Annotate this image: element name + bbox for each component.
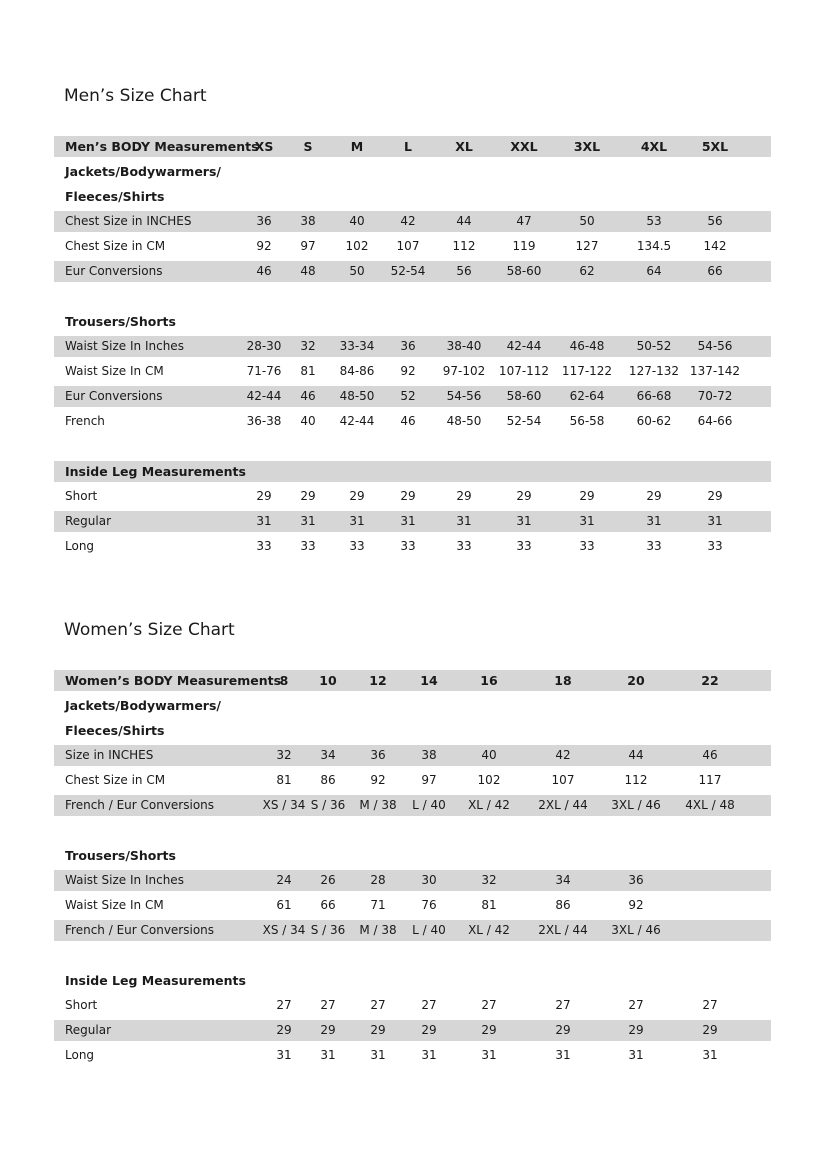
table-cell: 31 [646, 514, 662, 528]
table-cell: 38-40 [446, 339, 482, 353]
table-cell: 97 [421, 773, 437, 787]
table-cell: 107 [396, 239, 420, 253]
table-row [54, 386, 771, 407]
section-spacer [54, 286, 771, 307]
size-column-header: 10 [319, 673, 337, 688]
table-cell: 97 [300, 239, 316, 253]
table-cell: 107 [551, 773, 575, 787]
size-column-header: 14 [420, 673, 438, 688]
row-label: Chest Size in INCHES [65, 214, 192, 228]
table-cell: 46 [300, 389, 316, 403]
row-label: French / Eur Conversions [65, 923, 215, 937]
table-cell: 28 [370, 873, 386, 887]
table-cell: 112 [452, 239, 476, 253]
size-column-header: 22 [701, 673, 719, 688]
section-title: Trousers/Shorts [65, 314, 176, 329]
table-row [54, 995, 771, 1016]
size-column-header: XS [254, 139, 274, 154]
table-cell: 42 [555, 748, 571, 762]
table-cell: 36 [400, 339, 416, 353]
section-title-inside-leg [54, 970, 771, 991]
section-title-trousers [54, 311, 771, 332]
table-cell: 33 [707, 539, 723, 553]
row-label: Regular [65, 1023, 112, 1037]
row-label: French / Eur Conversions [65, 798, 215, 812]
table-cell: 71 [370, 898, 386, 912]
table-cell: 32 [481, 873, 497, 887]
size-column-header: M [350, 139, 364, 154]
row-label: Eur Conversions [65, 264, 163, 278]
table-row [54, 211, 771, 232]
size-column-header: 12 [369, 673, 387, 688]
table-cell: 40 [300, 414, 316, 428]
table-cell: 117 [698, 773, 722, 787]
table-cell: M / 38 [359, 798, 397, 812]
section-title: Jackets/Bodywarmers/ [65, 698, 221, 713]
table-cell: L / 40 [412, 923, 446, 937]
table-cell: 56 [456, 264, 472, 278]
table-cell: M / 38 [359, 923, 397, 937]
table-cell: 33 [256, 539, 272, 553]
table-cell: 29 [555, 1023, 571, 1037]
table-row [54, 261, 771, 282]
table-row [54, 770, 771, 791]
table-cell: 46 [400, 414, 416, 428]
table-cell: 107-112 [498, 364, 550, 378]
table-cell: 29 [370, 1023, 386, 1037]
table-cell: 31 [628, 1048, 644, 1062]
table-cell: 31 [370, 1048, 386, 1062]
table-cell: 86 [320, 773, 336, 787]
table-cell: 44 [628, 748, 644, 762]
size-column-header: 4XL [640, 139, 668, 154]
table-cell: 102 [345, 239, 369, 253]
table-cell: XL / 42 [468, 923, 510, 937]
table-row [54, 236, 771, 257]
table-cell: 50 [579, 214, 595, 228]
table-cell: 31 [702, 1048, 718, 1062]
table-cell: 29 [628, 1023, 644, 1037]
table-header-row [54, 670, 771, 691]
table-row [54, 920, 771, 941]
section-title-fleeces [54, 720, 771, 741]
table-cell: 61 [276, 898, 292, 912]
table-cell: S / 36 [310, 923, 346, 937]
table-cell: 29 [702, 1023, 718, 1037]
table-cell: 31 [579, 514, 595, 528]
table-cell: 92 [256, 239, 272, 253]
table-cell: 71-76 [246, 364, 282, 378]
table-cell: 38 [421, 748, 437, 762]
table-cell: 3XL / 46 [611, 923, 661, 937]
mens-size-table [54, 136, 771, 561]
size-column-header: 5XL [701, 139, 729, 154]
table-row [54, 1045, 771, 1066]
table-cell: 33 [400, 539, 416, 553]
table-cell: 92 [628, 898, 644, 912]
section-title-trousers [54, 845, 771, 866]
section-title-jackets [54, 161, 771, 182]
table-cell: 34 [320, 748, 336, 762]
table-cell: 34 [555, 873, 571, 887]
table-cell: 36 [370, 748, 386, 762]
row-label: Long [65, 1048, 95, 1062]
table-cell: 50-52 [636, 339, 672, 353]
table-cell: 33-34 [339, 339, 375, 353]
row-label: Regular [65, 514, 112, 528]
size-column-header: 18 [554, 673, 572, 688]
table-cell: 29 [320, 1023, 336, 1037]
table-cell: 27 [481, 998, 497, 1012]
size-column-header: 3XL [573, 139, 601, 154]
section-title-fleeces [54, 186, 771, 207]
table-cell: 27 [421, 998, 437, 1012]
table-row [54, 336, 771, 357]
table-cell: 31 [456, 514, 472, 528]
table-cell: 33 [456, 539, 472, 553]
table-cell: 44 [456, 214, 472, 228]
table-cell: 31 [349, 514, 365, 528]
table-cell: 40 [349, 214, 365, 228]
table-cell: 31 [516, 514, 532, 528]
table-cell: 127 [575, 239, 599, 253]
section-spacer [54, 945, 771, 966]
table-cell: 2XL / 44 [538, 923, 588, 937]
table-cell: XS / 34 [262, 798, 306, 812]
womens-size-table [54, 670, 771, 1070]
size-column-header: XXL [510, 139, 538, 154]
table-cell: 46-48 [569, 339, 605, 353]
table-cell: 86 [555, 898, 571, 912]
table-cell: 29 [256, 489, 272, 503]
table-cell: 97-102 [442, 364, 486, 378]
table-cell: 29 [646, 489, 662, 503]
table-cell: 32 [300, 339, 316, 353]
size-column-header: XL [455, 139, 473, 154]
table-cell: 31 [320, 1048, 336, 1062]
table-cell: 84-86 [339, 364, 375, 378]
table-cell: 137-142 [689, 364, 741, 378]
row-label: Short [65, 489, 98, 503]
table-row [54, 486, 771, 507]
table-cell: 42-44 [246, 389, 282, 403]
table-cell: 27 [628, 998, 644, 1012]
table-row [54, 536, 771, 557]
section-title-inside-leg [54, 461, 771, 482]
table-cell: 58-60 [506, 389, 542, 403]
table-cell: 92 [400, 364, 416, 378]
table-cell: L / 40 [412, 798, 446, 812]
table-cell: 4XL / 48 [685, 798, 735, 812]
table-cell: 26 [320, 873, 336, 887]
table-cell: 48 [300, 264, 316, 278]
table-cell: 29 [516, 489, 532, 503]
table-cell: 33 [349, 539, 365, 553]
row-label: Long [65, 539, 95, 553]
table-cell: 92 [370, 773, 386, 787]
table-cell: 32 [276, 748, 292, 762]
table-cell: 27 [370, 998, 386, 1012]
table-cell: 36 [628, 873, 644, 887]
table-cell: 127-132 [628, 364, 680, 378]
table-cell: 29 [456, 489, 472, 503]
row-label: Size in INCHES [65, 748, 154, 762]
table-cell: 52-54 [390, 264, 426, 278]
table-cell: 46 [702, 748, 718, 762]
row-label: Eur Conversions [65, 389, 163, 403]
table-cell: 33 [579, 539, 595, 553]
table-cell: 47 [516, 214, 532, 228]
table-cell: 27 [702, 998, 718, 1012]
table-cell: 3XL / 46 [611, 798, 661, 812]
table-cell: 60-62 [636, 414, 672, 428]
section-title: Inside Leg Measurements [65, 464, 246, 479]
table-cell: 56-58 [569, 414, 605, 428]
table-cell: 58-60 [506, 264, 542, 278]
table-cell: 81 [300, 364, 316, 378]
section-title: Trousers/Shorts [65, 848, 176, 863]
table-cell: 29 [579, 489, 595, 503]
table-cell: 62-64 [569, 389, 605, 403]
table-row [54, 1020, 771, 1041]
table-row [54, 745, 771, 766]
table-cell: 40 [481, 748, 497, 762]
table-cell: 142 [703, 239, 727, 253]
table-cell: 29 [481, 1023, 497, 1037]
table-cell: 36-38 [246, 414, 282, 428]
section-title-jackets [54, 695, 771, 716]
row-label: French [65, 414, 105, 428]
size-column-header: L [404, 139, 412, 154]
table-cell: 62 [579, 264, 595, 278]
table-row [54, 361, 771, 382]
table-cell: 56 [707, 214, 723, 228]
table-cell: 31 [555, 1048, 571, 1062]
table-cell: 33 [300, 539, 316, 553]
table-cell: 53 [646, 214, 662, 228]
table-cell: 48-50 [446, 414, 482, 428]
table-cell: 50 [349, 264, 365, 278]
header-label: Women’s BODY Measurements [65, 673, 282, 688]
table-cell: 31 [400, 514, 416, 528]
table-row [54, 870, 771, 891]
table-cell: 48-50 [339, 389, 375, 403]
table-cell: 52 [400, 389, 416, 403]
table-cell: 81 [481, 898, 497, 912]
table-cell: 64-66 [697, 414, 733, 428]
table-cell: 46 [256, 264, 272, 278]
table-cell: 54-56 [697, 339, 733, 353]
table-cell: 28-30 [246, 339, 282, 353]
row-label: Waist Size In CM [65, 364, 164, 378]
table-cell: 66 [320, 898, 336, 912]
table-cell: 70-72 [697, 389, 733, 403]
table-row [54, 511, 771, 532]
table-cell: 42 [400, 214, 416, 228]
table-cell: 31 [256, 514, 272, 528]
table-cell: 54-56 [446, 389, 482, 403]
table-cell: 102 [477, 773, 501, 787]
size-column-header: 16 [480, 673, 498, 688]
section-title: Jackets/Bodywarmers/ [65, 164, 221, 179]
table-cell: 38 [300, 214, 316, 228]
table-cell: 36 [256, 214, 272, 228]
table-cell: 29 [300, 489, 316, 503]
row-label: Waist Size In Inches [65, 873, 184, 887]
table-cell: 66 [707, 264, 723, 278]
size-column-header: 8 [279, 673, 289, 688]
section-title: Fleeces/Shirts [65, 189, 165, 204]
table-cell: 29 [400, 489, 416, 503]
section-title: Fleeces/Shirts [65, 723, 165, 738]
table-cell: 30 [421, 873, 437, 887]
table-cell: 134.5 [636, 239, 672, 253]
table-cell: 27 [276, 998, 292, 1012]
table-cell: 2XL / 44 [538, 798, 588, 812]
table-cell: 33 [646, 539, 662, 553]
row-label: Chest Size in CM [65, 239, 166, 253]
table-cell: 64 [646, 264, 662, 278]
row-label: Waist Size In Inches [65, 339, 184, 353]
table-row [54, 795, 771, 816]
table-cell: 29 [276, 1023, 292, 1037]
table-cell: 42-44 [506, 339, 542, 353]
table-cell: 66-68 [636, 389, 672, 403]
table-cell: XS / 34 [262, 923, 306, 937]
table-cell: 31 [707, 514, 723, 528]
header-label: Men’s BODY Measurements [65, 139, 259, 154]
table-row [54, 411, 771, 432]
table-cell: 33 [516, 539, 532, 553]
row-label: Chest Size in CM [65, 773, 166, 787]
table-cell: 24 [276, 873, 292, 887]
table-cell: 29 [349, 489, 365, 503]
section-spacer [54, 436, 771, 457]
table-row [54, 895, 771, 916]
table-cell: 119 [512, 239, 536, 253]
table-cell: 27 [555, 998, 571, 1012]
table-cell: 112 [624, 773, 648, 787]
table-cell: 42-44 [339, 414, 375, 428]
table-cell: 31 [481, 1048, 497, 1062]
size-column-header: S [303, 139, 313, 154]
table-cell: 27 [320, 998, 336, 1012]
size-column-header: 20 [627, 673, 645, 688]
mens-chart-title: Men’s Size Chart [64, 86, 207, 106]
table-cell: 52-54 [506, 414, 542, 428]
table-cell: 31 [421, 1048, 437, 1062]
section-title: Inside Leg Measurements [65, 973, 246, 988]
table-cell: 31 [276, 1048, 292, 1062]
table-cell: 29 [421, 1023, 437, 1037]
table-cell: 29 [707, 489, 723, 503]
table-cell: 31 [300, 514, 316, 528]
table-cell: XL / 42 [468, 798, 510, 812]
row-label: Waist Size In CM [65, 898, 164, 912]
table-cell: S / 36 [310, 798, 346, 812]
table-header-row [54, 136, 771, 157]
section-spacer [54, 820, 771, 841]
row-label: Short [65, 998, 98, 1012]
womens-chart-title: Women’s Size Chart [64, 620, 235, 640]
table-cell: 76 [421, 898, 437, 912]
table-cell: 117-122 [561, 364, 613, 378]
table-cell: 81 [276, 773, 292, 787]
